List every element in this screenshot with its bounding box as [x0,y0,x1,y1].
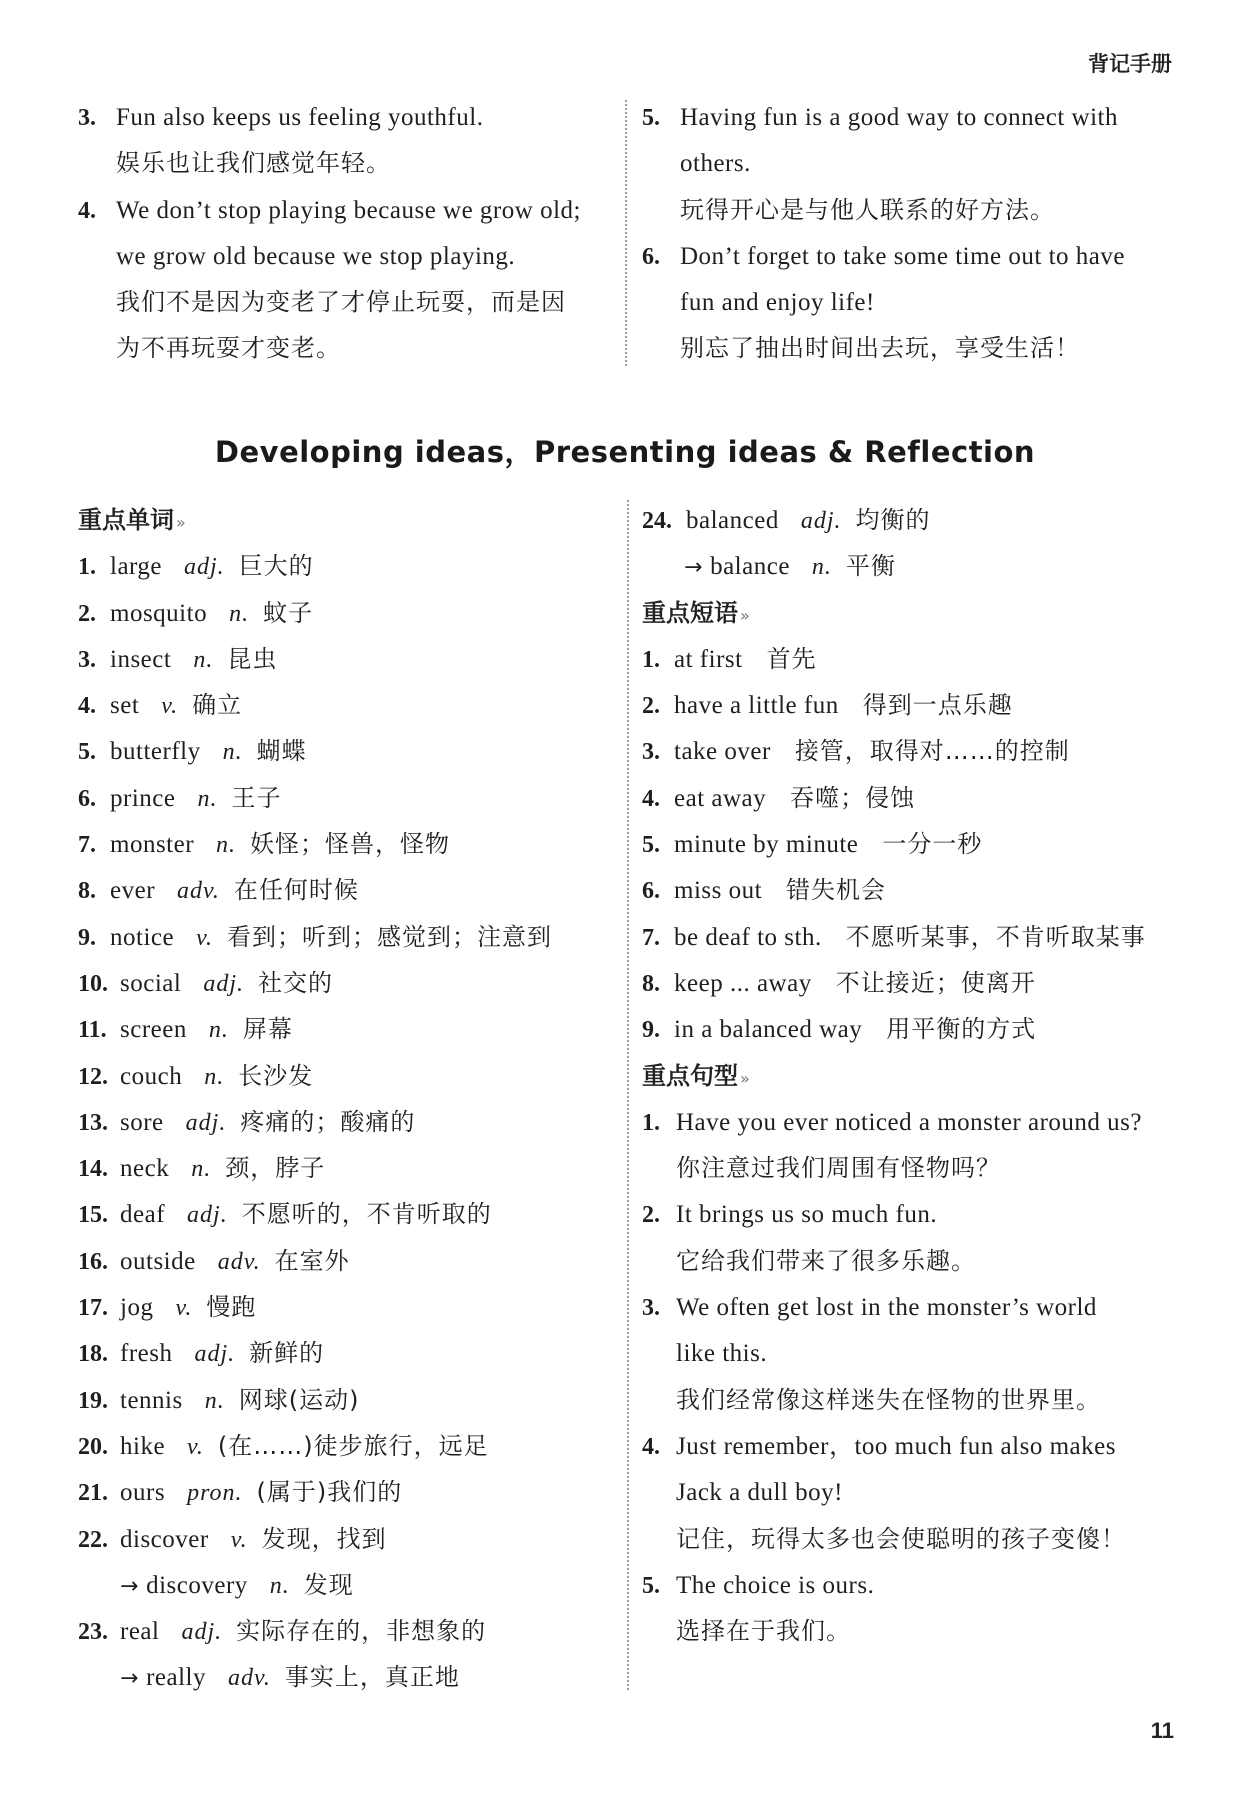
phrase-zh: 一分一秒 [882,830,983,859]
part-of-speech: n. [197,785,218,812]
word-en: butterfly [110,738,201,766]
word-entry [78,1053,618,1099]
word-zh: (属于)我们的 [256,1478,403,1507]
word-en: tennis [120,1386,183,1414]
word-zh: 昆虫 [227,644,278,673]
sentence-line [642,1099,1187,1145]
word-entry [78,867,618,913]
phrase-en: at first [674,645,743,673]
part-of-speech: v. [187,1433,204,1460]
phrase-en: be deaf to sth. [674,923,822,951]
word-entry [78,636,618,682]
word-entry [78,1516,618,1562]
part-of-speech: adj. [184,554,225,581]
item-number: 7. [642,924,660,951]
word-en: hike [120,1432,166,1460]
sentence-line [78,94,618,140]
phrase-entry [642,1006,1187,1052]
part-of-speech: adv. [217,1248,261,1275]
phrase-entry [642,775,1187,821]
phrase-zh: 吞噬；侵蚀 [790,783,916,812]
word-entry [78,960,618,1006]
words-column [78,497,618,1701]
item-number: 17. [78,1295,108,1322]
word-en: prince [110,784,176,812]
double-chevron-icon: » [176,513,186,532]
part-of-speech: v. [196,924,213,951]
top-left-column [78,94,618,372]
word-zh: 妖怪；怪兽，怪物 [250,830,451,859]
arrow-icon: → [120,1666,139,1692]
sentence-en: We don’t stop playing because we grow old; [116,196,581,224]
part-of-speech: n. [204,1063,225,1090]
word-zh: 蝴蝶 [256,737,307,766]
word-en: outside [120,1247,196,1275]
running-head: 背记手册 [1088,52,1172,76]
sentence-en: others. [680,150,751,178]
sentence-zh: 我们不是因为变老了才停止玩耍，而是因 [116,288,566,317]
item-number: 20. [78,1433,108,1460]
sentence-line [78,233,618,279]
phrase-entry [642,914,1187,960]
sentence-line [642,1238,1187,1284]
word-zh: 发现 [303,1570,354,1599]
item-number: 5. [78,739,96,766]
sentence-line [78,187,618,233]
sentence-line [78,325,618,371]
word-en: balanced [686,507,779,534]
top-column-divider [625,100,627,366]
sentence-line [642,1562,1187,1608]
word-en: couch [120,1062,183,1090]
word-entry [78,1099,618,1145]
word-en: social [120,969,182,997]
sentence-line [642,1469,1187,1515]
sentence-line [642,279,1182,325]
part-of-speech: n. [204,1387,225,1414]
word-zh: 社交的 [258,968,333,997]
phrase-en: minute by minute [674,831,859,859]
word-zh: 在任何时候 [233,876,359,905]
word-entry [642,497,1187,543]
phrase-zh: 首先 [766,644,817,673]
part-of-speech: adj. [800,508,842,534]
word-zh: 不愿听的，不肯听取的 [241,1200,492,1229]
word-zh: 均衡的 [855,506,931,534]
item-number: 21. [78,1480,108,1507]
item-number: 9. [642,1017,660,1044]
word-entry [78,590,618,636]
word-zh: 在室外 [274,1246,350,1275]
word-entry [78,1238,618,1284]
item-number: 4. [642,785,660,812]
item-number: 22. [78,1526,108,1553]
phrase-zh: 用平衡的方式 [886,1015,1037,1044]
item-number: 3. [642,739,660,766]
sentence-line [78,279,618,325]
sentence-zh: 它给我们带来了很多乐趣。 [676,1246,976,1275]
item-number: 9. [78,924,96,951]
word-entry [78,728,618,774]
part-of-speech: n. [191,1156,212,1183]
word-zh: 事实上，真正地 [284,1663,460,1692]
phrase-zh: 错失机会 [786,876,887,905]
word-en: balance [710,553,790,581]
item-number: 16. [78,1248,108,1275]
word-en: mosquito [110,599,208,627]
word-en: sore [120,1108,164,1136]
phrase-en: take over [674,738,771,766]
phrase-entry [642,821,1187,867]
sentence-en: we grow old because we stop playing. [116,242,516,270]
bottom-column-divider [627,500,629,1690]
word-entry [78,1608,618,1654]
word-entry [78,543,618,589]
word-entry [78,1284,618,1330]
word-zh: 新鲜的 [249,1339,325,1368]
word-zh: 确立 [192,691,243,720]
word-en: ever [110,877,156,905]
sentence-zh: 你注意过我们周围有怪物吗？ [676,1154,1001,1183]
sentence-line [642,1516,1187,1562]
sentence-line [642,1608,1187,1654]
word-en: jog [120,1294,154,1322]
word-zh: 实际存在的，非想象的 [236,1617,487,1646]
sentence-line [642,140,1182,186]
word-entry [78,1377,618,1423]
phrase-en: eat away [674,784,767,812]
sentence-zh: 为不再玩耍才变老。 [116,334,341,363]
part-of-speech: n. [229,600,250,627]
item-number: 12. [78,1063,108,1090]
item-number: 3. [78,105,96,131]
item-number: 4. [642,1433,660,1460]
phrase-zh: 不让接近；使离开 [835,968,1036,997]
double-chevron-icon: » [740,1068,750,1088]
sentence-line [642,1191,1187,1237]
sentence-line [642,187,1182,233]
word-entry [78,914,618,960]
words-list [78,543,618,1700]
word-zh: (在……)徒步旅行，远足 [217,1431,489,1460]
phrases-list [642,636,1187,1053]
word-en: really [146,1664,206,1692]
sentence-zh: 别忘了抽出时间出去玩，享受生活！ [680,334,1080,363]
word-zh: 颈，脖子 [225,1154,326,1183]
double-chevron-icon: » [740,605,750,625]
phrase-entry [642,960,1187,1006]
part-of-speech: adv. [228,1665,271,1692]
sentence-en: It brings us so much fun. [676,1201,938,1229]
sentence-zh: 我们经常像这样迷失在怪物的世界里。 [676,1385,1101,1414]
phrase-entry [642,867,1187,913]
sentences-section-title: 重点句型 » [642,1061,750,1090]
sentence-en: Don’t forget to take some time out to have [680,242,1125,270]
part-of-speech: adv. [177,878,220,905]
part-of-speech: adj. [203,970,244,997]
word-entry [78,1006,618,1052]
word-entry [78,1654,618,1700]
part-of-speech: adj. [181,1619,223,1646]
item-number: 5. [642,1572,660,1599]
word-zh: 蚊子 [263,598,314,627]
sentence-line [642,1330,1187,1376]
item-number: 23. [78,1619,108,1646]
item-number: 1. [642,1109,660,1136]
phrase-en: have a little fun [674,692,839,720]
word-entry [78,1330,618,1376]
top-right-column [642,94,1182,372]
sentence-line [642,1423,1187,1469]
part-of-speech: pron. [187,1480,243,1507]
word-en: set [110,692,140,720]
sentence-line [642,1145,1187,1191]
arrow-icon: → [120,1573,139,1599]
sentence-en: Having fun is a good way to connect with [680,104,1118,131]
item-number: 2. [642,693,660,720]
sentence-zh: 记住，玩得太多也会使聪明的孩子变傻！ [676,1524,1126,1553]
page-number: 11 [1150,1718,1174,1743]
phrase-zh: 不愿听某事，不肯听取某事 [845,922,1146,951]
part-of-speech: n. [811,554,832,581]
phrase-entry [642,728,1187,774]
part-of-speech: v. [175,1295,193,1322]
item-number: 1. [642,646,660,673]
part-of-speech: v. [230,1526,248,1553]
word-en: discover [120,1525,209,1553]
item-number: 2. [78,600,96,627]
part-of-speech: n. [269,1572,290,1599]
sentence-zh: 娱乐也让我们感觉年轻。 [116,149,391,178]
word-zh: 巨大的 [238,552,314,581]
word-entry [78,775,618,821]
phrase-entry [642,682,1187,728]
word-en: ours [120,1479,166,1507]
arrow-icon: → [684,555,703,581]
word-en: notice [110,923,175,951]
right-column [642,497,1187,1654]
item-number: 4. [78,693,96,720]
word-zh: 屏幕 [242,1015,293,1044]
word-zh: 网球(运动) [238,1385,360,1414]
word-entry [78,682,618,728]
sentence-line [642,233,1182,279]
word-entry [78,1423,618,1469]
item-number: 4. [78,197,96,224]
phrase-entry [642,636,1187,682]
part-of-speech: n. [216,832,237,859]
sentence-en: The choice is ours. [676,1571,875,1599]
item-number: 8. [642,970,660,997]
item-number: 6. [642,243,660,270]
part-of-speech: adj. [185,1109,227,1136]
word-zh: 疼痛的；酸痛的 [240,1107,416,1136]
part-of-speech: n. [193,646,214,673]
word-entry [78,821,618,867]
sentence-en: Just remember，too much fun also makes [676,1432,1116,1460]
words-list-continued [642,497,1187,590]
phrases-section-title: 重点短语 » [642,598,750,627]
item-number: 5. [642,832,660,859]
phrase-zh: 得到一点乐趣 [862,691,1013,720]
item-number: 6. [642,878,660,905]
phrase-en: miss out [674,877,763,905]
sentence-line [642,1377,1187,1423]
part-of-speech: adj. [194,1341,236,1368]
sentence-zh: 选择在于我们。 [676,1617,851,1646]
word-zh: 慢跑 [206,1293,257,1322]
sentence-en: fun and enjoy life! [680,289,875,317]
item-number: 8. [78,878,96,905]
item-number: 3. [642,1295,660,1322]
words-section-title: 重点单词 » [78,506,186,534]
sentence-line [642,325,1182,371]
sentence-line [642,1284,1187,1330]
part-of-speech: n. [208,1017,229,1044]
sentences-list [642,1099,1187,1655]
word-zh: 发现，找到 [261,1524,387,1553]
word-zh: 长沙发 [238,1061,314,1090]
word-en: insect [110,645,172,673]
item-number: 3. [78,646,96,673]
item-number: 7. [78,832,96,859]
word-zh: 平衡 [845,552,896,581]
word-entry [78,1145,618,1191]
word-en: deaf [120,1201,166,1229]
item-number: 19. [78,1387,108,1414]
phrase-zh: 接管，取得对……的控制 [794,737,1070,766]
item-number: 24. [642,508,672,534]
word-en: real [120,1618,160,1646]
sentence-line [78,140,618,186]
word-zh: 王子 [231,783,282,812]
item-number: 10. [78,970,108,997]
sentence-line [642,94,1182,140]
item-number: 14. [78,1156,108,1183]
word-entry [642,543,1187,589]
part-of-speech: adj. [187,1202,228,1229]
word-entry [78,1562,618,1608]
section-heading: Developing ideas，Presenting ideas & Reflection [214,435,1036,469]
word-entry [78,1191,618,1237]
sentence-en: Jack a dull boy! [676,1479,843,1507]
item-number: 6. [78,785,96,812]
item-number: 18. [78,1341,108,1368]
item-number: 11. [78,1017,107,1044]
item-number: 13. [78,1109,108,1136]
phrase-en: in a balanced way [674,1016,863,1044]
word-en: monster [110,831,195,859]
word-en: screen [120,1016,187,1044]
item-number: 5. [642,105,660,131]
phrase-en: keep ... away [674,969,812,997]
sentence-en: like this. [676,1340,768,1368]
part-of-speech: n. [222,739,243,766]
item-number: 15. [78,1202,108,1229]
word-en: large [110,553,163,581]
word-en: neck [120,1155,170,1183]
word-en: fresh [120,1340,173,1368]
sentence-en: We often get lost in the monster’s world [676,1294,1097,1322]
sentence-zh: 玩得开心是与他人联系的好方法。 [680,195,1055,224]
sentence-en: Fun also keeps us feeling youthful. [116,104,484,131]
word-zh: 看到；听到；感觉到；注意到 [226,922,552,951]
item-number: 2. [642,1202,660,1229]
word-entry [78,1469,618,1515]
part-of-speech: v. [161,693,179,720]
item-number: 1. [78,554,96,581]
word-en: discovery [146,1571,248,1599]
sentence-en: Have you ever noticed a monster around us? [676,1108,1142,1136]
